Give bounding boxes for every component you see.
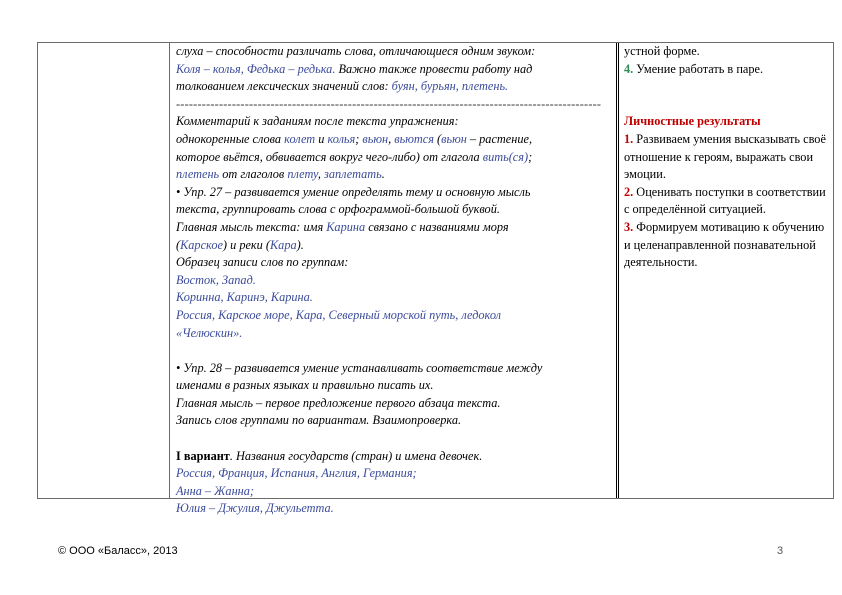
result-item: 1. Развиваем умения высказывать своё отношение к героям, выражать свои эмоции. xyxy=(624,131,826,182)
variant-item: Юлия – Джулия, Джульетта. xyxy=(176,501,334,516)
footer-copyright: © ООО «Баласс», 2013 xyxy=(58,545,178,557)
text-line: Коля – колья, Федька – редька. Важно также провести работу над xyxy=(176,61,533,76)
text-line: текста, группировать слова с орфограммой-большой буквой. xyxy=(176,202,500,217)
exercise-27-line: • Упр. 27 – развивается умение определять тему и основную мысль xyxy=(176,184,531,199)
result-item: 3. Формируем мотивацию к обучению и целенаправленной познавательной деятельности. xyxy=(624,219,825,270)
text-line: Главная мысль текста: имя Карина связано с названиями моря xyxy=(176,219,509,234)
text-line: 4. Умение работать в паре. xyxy=(624,61,764,76)
variant-line: I вариант. Названия государств (стран) и имена девочек. xyxy=(176,448,483,463)
page-number: 3 xyxy=(777,545,784,557)
text-line: Главная мысль – первое предложение первого абзаца текста. xyxy=(176,395,501,410)
text-line: устной форме. xyxy=(624,44,700,58)
group-line: «Челюскин». xyxy=(176,325,243,340)
text-line: Запись слов группами по вариантам. Взаимопроверка. xyxy=(176,413,462,428)
exercise-28-line: • Упр. 28 – развивается умение устанавливать соответствие между xyxy=(176,360,543,375)
text-line: (Карское) и реки (Кара). xyxy=(176,237,304,252)
column-divider-2b xyxy=(618,43,619,498)
text-line: Образец записи слов по группам: xyxy=(176,255,349,270)
right-column xyxy=(624,43,830,272)
variant-item: Россия, Франция, Испания, Англия, Германия; xyxy=(176,466,417,481)
text-line: однокоренные слова колет и колья; вьюн, вьются (вьюн – растение, xyxy=(176,131,533,146)
group-line: Коринна, Каринэ, Карина. xyxy=(176,290,313,305)
column-divider-2 xyxy=(616,43,617,498)
text-line: которое вьётся, обвивается вокруг чего-либо) от глагола вить(ся); xyxy=(176,149,533,164)
text-line: плетень от глаголов плету, заплетать. xyxy=(176,167,385,182)
group-line: Восток, Запад. xyxy=(176,272,256,287)
comment-title: Комментарий к заданиям после текста упражнения: xyxy=(176,114,459,129)
text-line: слуха – способности различать слова, отличающиеся одним звуком: xyxy=(176,44,536,58)
text-line: именами в разных языках и правильно писать их. xyxy=(176,378,434,393)
column-divider-1 xyxy=(169,43,170,498)
divider-line: --------------------------------------------------------------------------------------------------- xyxy=(176,96,602,111)
result-item: 2. Оценивать поступки в соответствии с определённой ситуацией. xyxy=(624,184,826,217)
lesson-table xyxy=(37,42,834,516)
group-line: Россия, Карское море, Кара, Северный морской путь, ледокол xyxy=(176,307,502,322)
middle-column xyxy=(176,43,613,518)
personal-results-title: Личностные результаты xyxy=(624,114,761,129)
variant-item: Анна – Жанна; xyxy=(176,483,255,498)
text-line: толкованием лексических значений слов: буян, бурьян, плетень. xyxy=(176,79,509,94)
